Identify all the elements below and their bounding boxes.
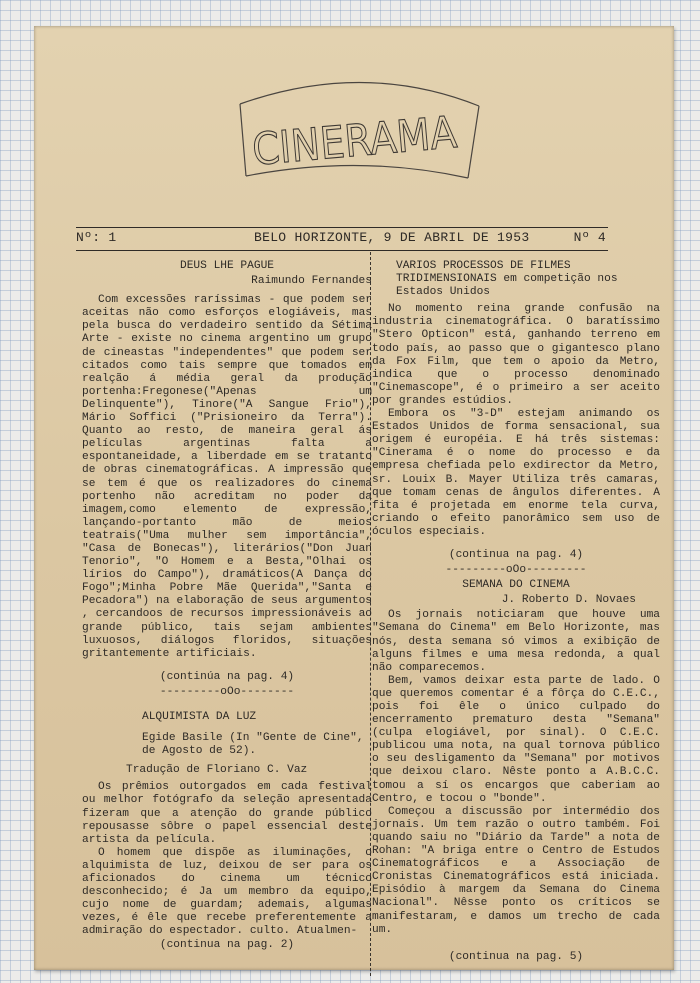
header-bar [76, 227, 608, 251]
newsletter-page [34, 26, 674, 970]
article-title: SEMANA DO CINEMA [462, 579, 570, 592]
article-paragraph: Bem, vamos deixar esta parte de lado. O que queremos comentar é a fôrça do C.E.C., pois foi êle o único culpado do encerramento prematuro desta "Semana" (culpa elogiável, por sinal). O C.E.C. publicou uma nota, na qual tornova público o seu desligamento da "Semana" por motivos que deixou claro. Nêste ponto a A.B.C.C. tomou a sí os encargos que caberiam ao Centro, e tocou o "bonde". [372, 674, 660, 805]
continuation-note: (continua na pag. 4) [448, 548, 584, 561]
separator: ---------oOo-------- [159, 685, 295, 698]
masthead [34, 26, 674, 201]
article-paragraph: O homem que dispõe as iluminações, o alquimista de luz, deixou de ser para os aficionados do cinema um técnico desconhecido; é Ja um membro da equipo, cujo nome de guardam; ademais, algumas vezes, é êle que recebe preferentemente a admiração do espectador. culto. Atualmen- [82, 846, 372, 938]
article-author: Raimundo Fernandes [251, 275, 372, 288]
article-paragraph: No momento reina grande confusão na industria cinematográfica. O baratíssimo "Stero Opticon" está, ganhando terreno em todo país, ao passo que o gigantesco plano da Fox Film, que tem o apoio da Metro, indica que o processo denominado "Cinemascope", é o primeiro a ser aceito por grandes estúdios. [372, 303, 660, 407]
article-paragraph: Começou a discussão por intermédio dos jornais. Um tem razão o outro também. Foi quando saiu no "Diário da Tarde" a nota de Rohan: "A briga entre o Centro de Estudos Cinematográficos e a Associação de Cronistas Cinematográficos está iniciada. Episódio à margem da Semana do Cinema Nacional". Nêsse ponto os críticos se manifestaram, e damos um trecho de cada um. [372, 805, 660, 936]
page-number: Nº 4 [573, 230, 606, 245]
article-paragraph: Com excessões raríssimas - que podem ser aceitas não como esforços elogiáveis, mas pela busca do verdadeiro sentido da Sétima Arte - existe no cinema argentino um grupo de cineastas "independentes" que podem ser citados como tais sempre que tomados em realção á média geral da produção portenha:Fregonese("Apenas um Delinquente"), Tinore("A Sangue Frio"), Mário Soffici ("Prisioneiro da Terra"). Quanto ao resto, de maneira geral ás películas argentinas falta a espontaneidade, a liberdade em se tratanto de obras cinematográficas. A impressão que se tem é que os realizadores do cinema portenho não acreditam no poder da imagem,como elemento de expressão, lançando-portanto mão de meios teatrais("Uma mulher sem importância", "Casa de Bonecas"), literários("Don Juan Tenorio", "O Homem e a Besta,"Olhai os lírios do Campo"), dramáticos(A Dança do Fogo";Minha Pobre Mãe Querida","Santa e Pecadora") na elaboração de seus argumentos , cercandoos de recursos impressionáveis ao grande público, tais sejam ambientes luxuosos, diálogos floridos, situações gritantemente artificiais. [82, 294, 372, 660]
article-title: DEUS LHE PAGUE [180, 260, 274, 272]
article-title: VARIOS PROCESSOS DE FILMES TRIDIMENSIONAIS em competição nos Estados Unidos [396, 260, 618, 299]
separator: ---------oOo--------- [445, 564, 587, 577]
issue-number: Nº: 1 [76, 230, 117, 245]
article-source: Egide Basile (In "Gente de Cine", de Agosto de 52). [142, 732, 364, 758]
continuation-note: (continua na pag. 2) [159, 938, 295, 951]
article-paragraph: Embora os "3-D" estejam animando os Estados Unidos de forma sensacional, sua origem é européia. E há três sistemas: "Cinerama é o nome do processo e da empresa chefiada pelo exdirector da Metro, sr. Louix B. Mayer Utiliza três camaras, que tomam cenas de ângulos diferentes. A fita é projetada em enorme tela curva, criando o efeito panorâmico sem uso de óculos especiais. [372, 408, 660, 538]
right-column [372, 260, 660, 966]
article-author: J. Roberto D. Novaes [501, 594, 636, 607]
article-paragraph: Os prêmios outorgados em cada festival ou melhor fotógrafo da seleção apresentada fizeram que a atenção do grande público repousasse sôbre o papel essencial deste artista da película. [82, 781, 372, 846]
left-column [82, 260, 372, 954]
city-date: BELO HORIZONTE, 9 DE ABRIL DE 1953 [254, 230, 530, 245]
article-paragraph: Os jornais noticiaram que houve uma "Semana do Cinema" em Belo Horizonte, mas nós, desta semana só vimos a exibição de alguns filmes e uma mesa redonda, a qual não comparecemos. [372, 609, 660, 674]
cinerama-logo [34, 26, 674, 201]
continuation-note: (continua na pag. 5) [448, 950, 584, 963]
continuation-note: (continúa na pag. 4) [159, 670, 295, 683]
article-title: ALQUIMISTA DA LUZ [142, 711, 257, 723]
translator-credit: Tradução de Floriano C. Vaz [126, 764, 308, 777]
svg-text:CINERAMA: CINERAMA [250, 104, 486, 176]
